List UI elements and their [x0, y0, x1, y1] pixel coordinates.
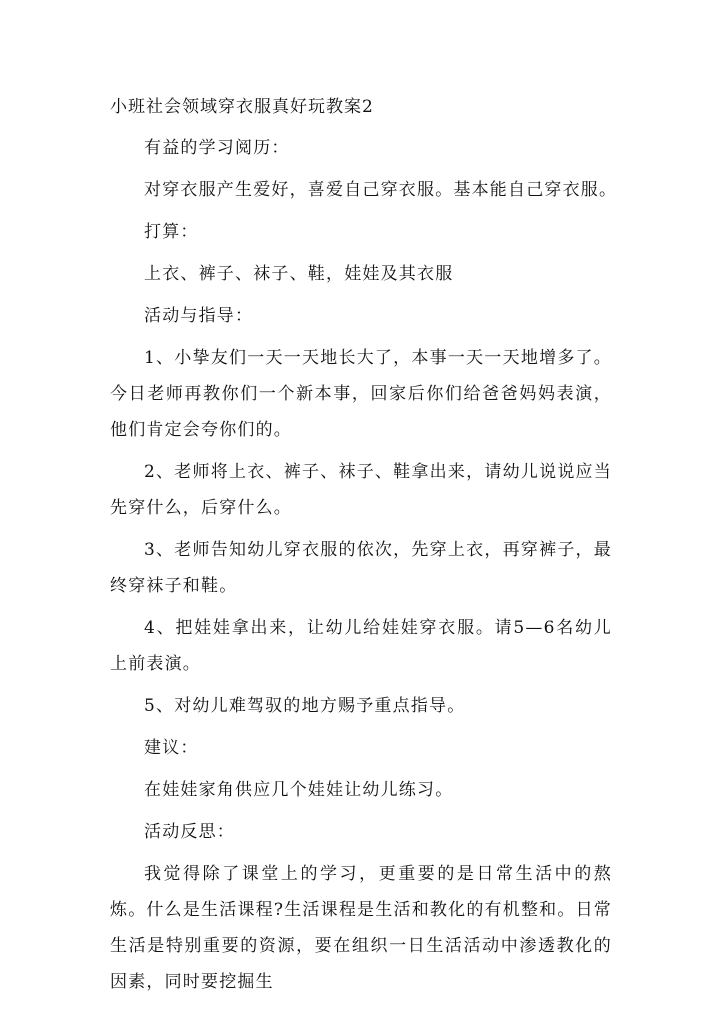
paragraph-reflection: 我觉得除了课堂上的学习，更重要的是日常生活中的熬炼。什么是生活课程?生活课程是生活和教化的有机整和。日常生活是特别重要的资源，要在组织一日生活活动中渗透教化的因素，同时要挖掘生: [110, 864, 612, 992]
document-title: 小班社会领域穿衣服真好玩教案2: [110, 97, 374, 117]
paragraph-materials: 上衣、裤子、袜子、鞋，娃娃及其衣服: [144, 264, 454, 284]
paragraph-suggestion: 在娃娃家角供应几个娃娃让幼儿练习。: [144, 780, 454, 800]
step-4: 4、把娃娃拿出来，让幼儿给娃娃穿衣服。请5—6名幼儿上前表演。: [110, 618, 612, 674]
document-body: [110, 130, 618, 1006]
step-5: 5、对幼儿难驾驭的地方赐予重点指导。: [144, 696, 466, 716]
step-1: 1、小挚友们一天一天地长大了，本事一天一天地增多了。今日老师再教你们一个新本事，回家后你们给爸爸妈妈表演，他们肯定会夸你们的。: [110, 348, 612, 440]
step-3: 3、老师告知幼儿穿衣服的依次，先穿上衣，再穿裤子，最终穿袜子和鞋。: [110, 540, 612, 596]
section-heading-suggestion: 建议：: [144, 738, 199, 758]
paragraph-goal: 对穿衣服产生爱好，喜爱自己穿衣服。基本能自己穿衣服。: [144, 180, 618, 200]
section-heading-preparation: 打算：: [144, 222, 199, 242]
section-heading-learning-experience: 有益的学习阅历：: [144, 138, 290, 158]
step-2: 2、老师将上衣、裤子、袜子、鞋拿出来，请幼儿说说应当先穿什么，后穿什么。: [110, 462, 612, 518]
section-heading-reflection: 活动反思：: [144, 822, 235, 842]
section-heading-activity-guidance: 活动与指导：: [144, 306, 254, 326]
